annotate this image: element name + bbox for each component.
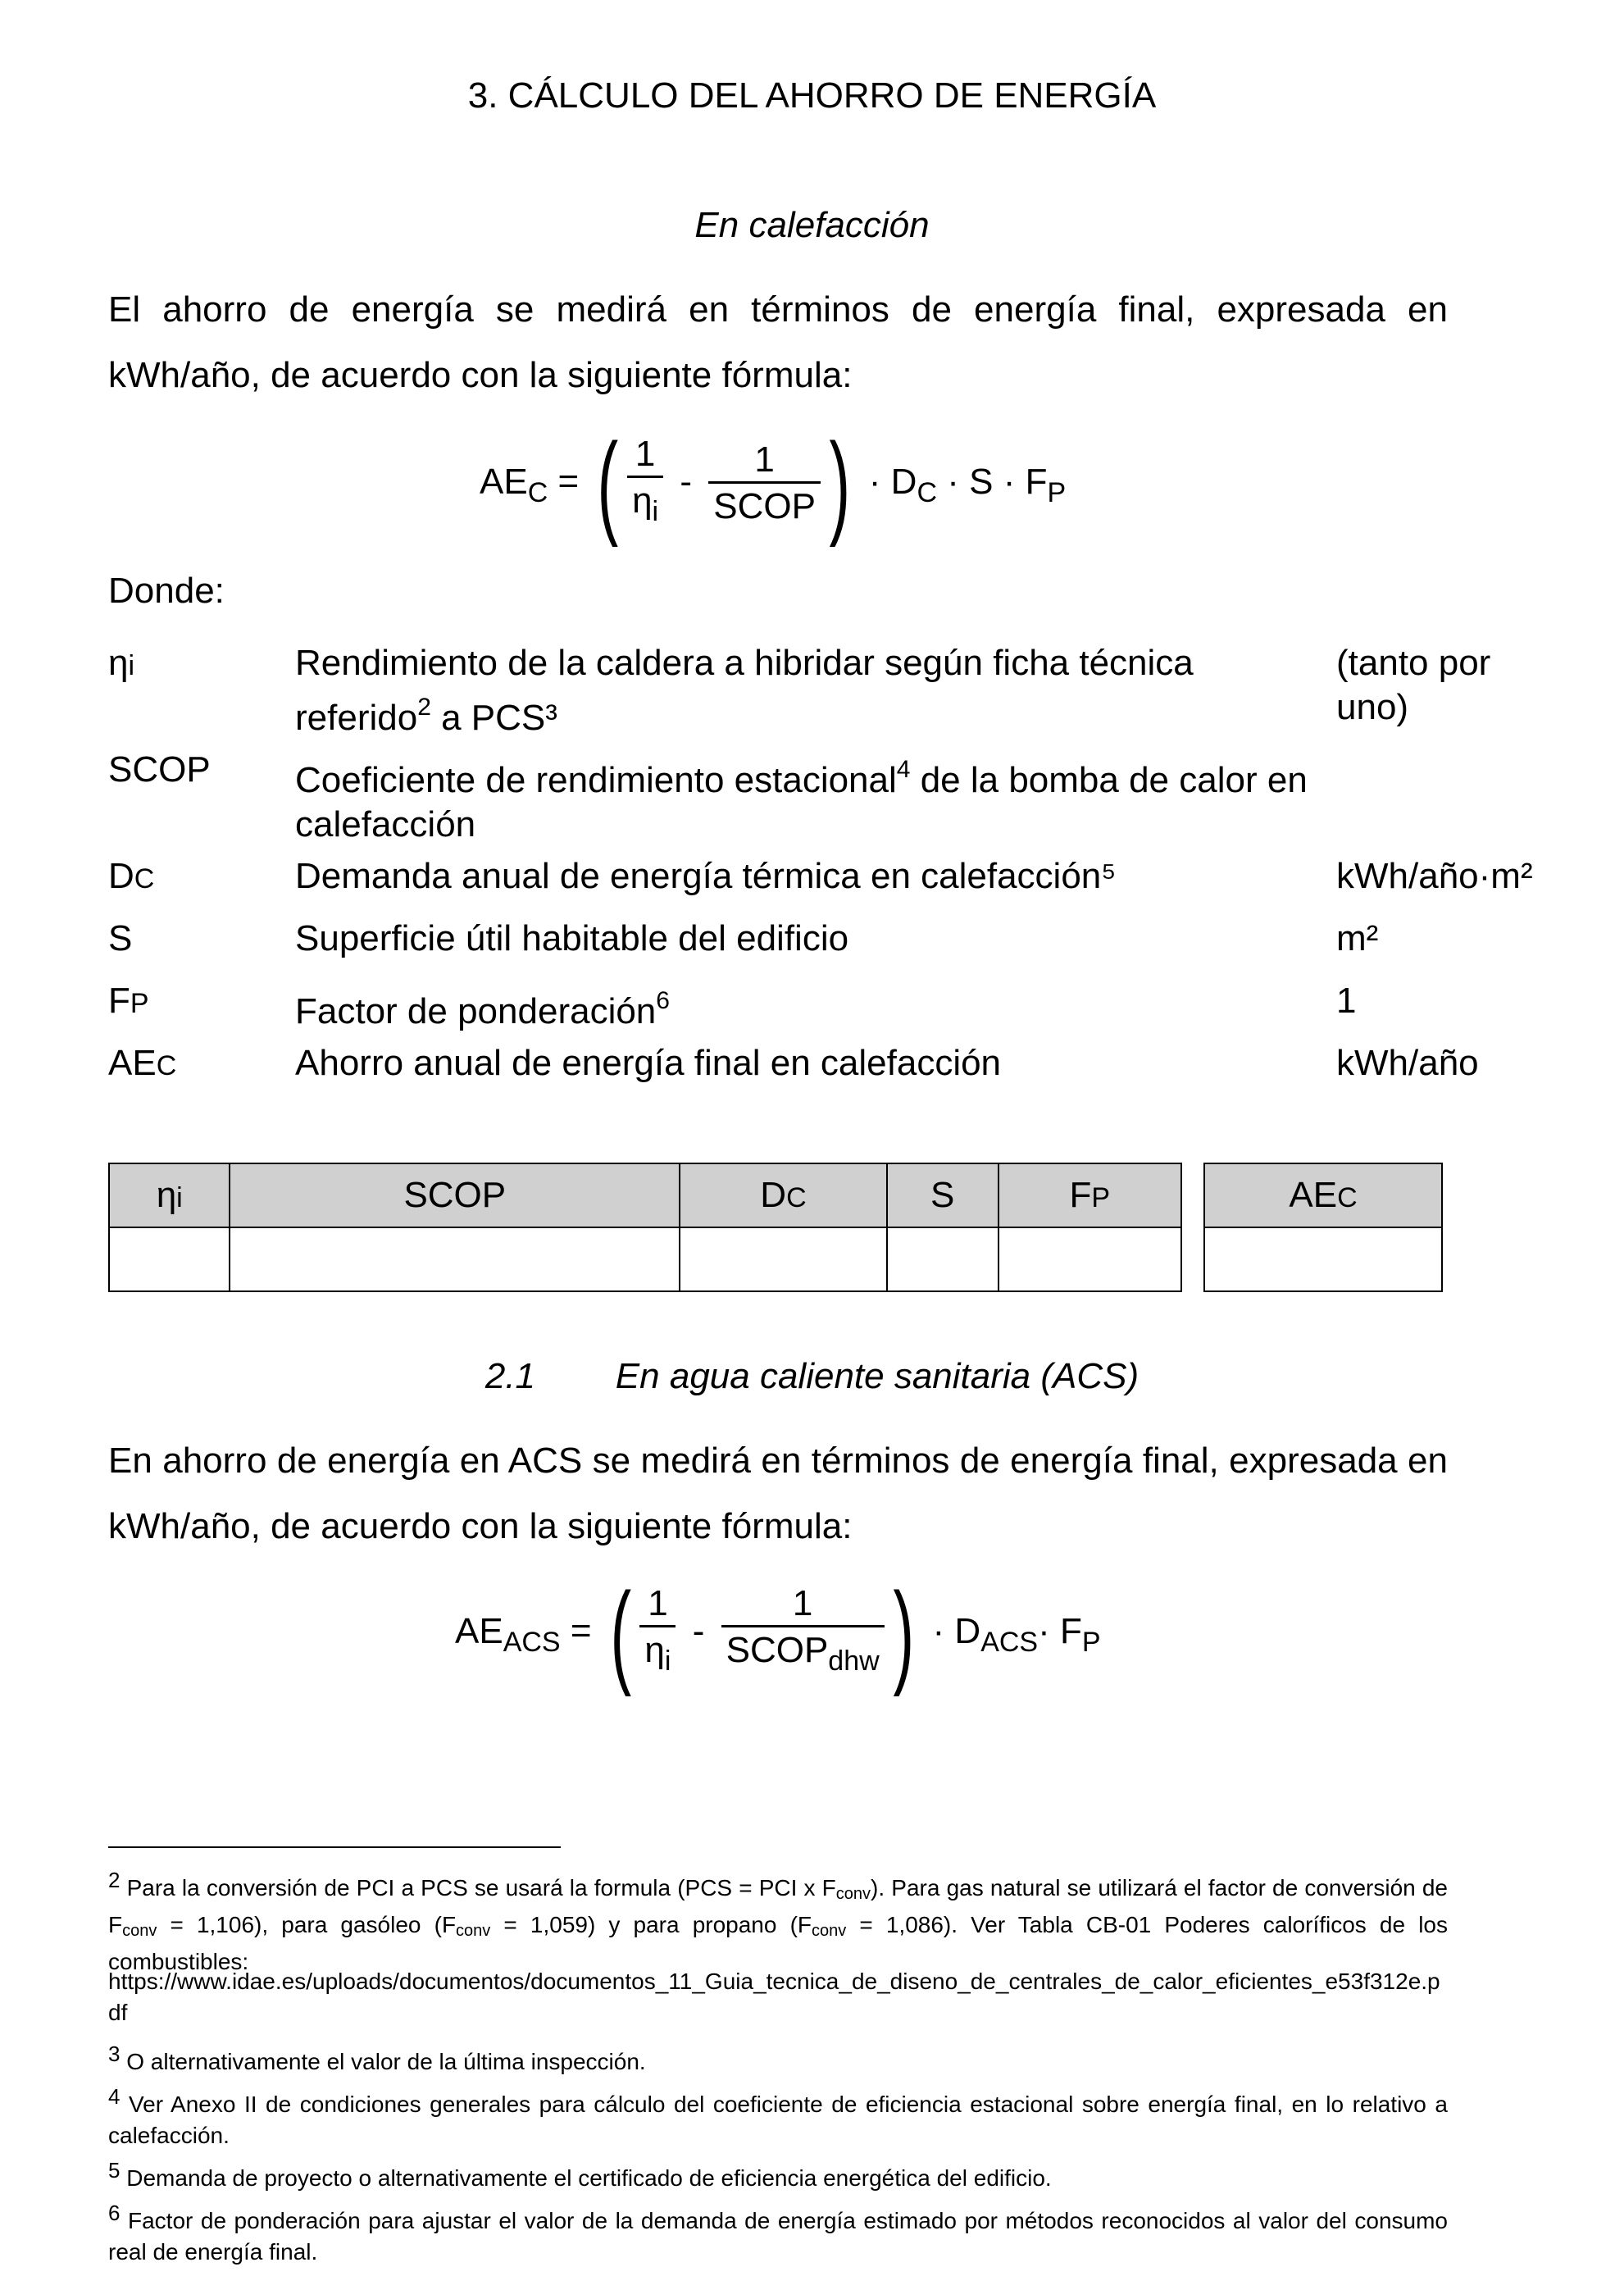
donde-label: Donde: xyxy=(108,571,225,611)
footnote-2: $^2$ Para la conversión de PCI a PCS se usará la formula (PCS = PCI x Fconv). Para gas natural se utilizará el factor de conversión de Fconv = 1,106), para gasóleo (Fconv = 1,059) y para propano (Fconv = 1,086). Ver Tabla CB-01 Poderes caloríficos de los combustibles: xyxy=(108,1868,1449,1974)
formula-rhs: · $D_C \cdot S \cdot F_P$ xyxy=(868,461,1067,508)
table-header-scop: SCOP xyxy=(230,1163,680,1227)
footnote-3: $^3$ O alternativamente el valor de la última inspección. xyxy=(108,2042,646,2074)
equals-sign: = xyxy=(557,461,580,502)
equals-sign: = xyxy=(570,1610,592,1651)
right-paren: ) xyxy=(829,419,851,548)
paragraph-heating: El ahorro de energía se medirá en términos de energía final, expresada en kWh/año, de acuerdo con la siguiente fórmula: xyxy=(108,289,1448,395)
parameters-table xyxy=(108,1163,1182,1292)
fraction-one-over-scop-dhw: $\frac{1}{SCOP_{dhw}}$ xyxy=(721,1582,885,1684)
footnote-5: $^5$ Demanda de proyecto o alternativamente el certificado de eficiencia energética del edificio. xyxy=(108,2158,1052,2191)
table-header-eta: ηi xyxy=(109,1163,230,1227)
formula-heating xyxy=(480,419,1067,548)
table-header-fp: FP xyxy=(999,1163,1181,1227)
table-cell-scop[interactable] xyxy=(230,1227,680,1291)
table-header-aec: AEC xyxy=(1204,1163,1442,1227)
subtitle-heating: En calefacción xyxy=(694,205,930,245)
table-cell-eta[interactable] xyxy=(109,1227,230,1291)
formula-acs xyxy=(455,1568,1101,1697)
paragraph-acs: En ahorro de energía en ACS se medirá en términos de energía final, expresada en kWh/año, de acuerdo con la siguiente fórmula: xyxy=(108,1441,1448,1546)
table-header-dc: DC xyxy=(680,1163,887,1227)
minus-sign: - xyxy=(680,461,692,502)
footnote-4: $^4$ Ver Anexo II de condiciones generales para cálculo del coeficiente de eficiencia estacional sobre energía final, en lo relativo a calefacción. xyxy=(108,2084,1448,2148)
table-cell-dc[interactable] xyxy=(680,1227,887,1291)
section-title: 3. CÁLCULO DEL AHORRO DE ENERGÍA xyxy=(467,75,1157,116)
minus-sign: - xyxy=(692,1610,705,1651)
formula-lhs: $AE_{ACS}$ xyxy=(455,1610,561,1658)
footnote-2-url[interactable]: https://www.idae.es/uploads/documentos/documentos_11_Guia_tecnica_de_diseno_de_centrales_de_calor_eficientes_e53f312e.pdf xyxy=(108,1969,1440,2025)
subtitle-acs: 2.1 En agua caliente sanitaria (ACS) xyxy=(484,1356,1140,1396)
left-paren: ( xyxy=(610,1568,631,1697)
table-cell-s[interactable] xyxy=(887,1227,999,1291)
formula-lhs: $AE_C$ xyxy=(480,461,548,508)
table-cell-fp[interactable] xyxy=(999,1227,1181,1291)
fraction-one-over-eta: $\frac{1}{\eta_i}$ xyxy=(627,433,663,535)
formula-rhs: · $D_{ACS}\cdot F_P$ xyxy=(932,1610,1101,1658)
fraction-one-over-scop: $\frac{1}{\text{SCOP}}$ xyxy=(708,439,821,530)
footnote-separator xyxy=(108,1846,561,1848)
left-paren: ( xyxy=(597,419,619,548)
result-table xyxy=(1203,1163,1443,1292)
right-paren: ) xyxy=(893,1568,914,1697)
fraction-one-over-eta: $\frac{1}{\eta_i}$ xyxy=(639,1582,676,1684)
table-cell-aec[interactable] xyxy=(1204,1227,1442,1291)
table-header-s: S xyxy=(887,1163,999,1227)
footnote-6: $^6$ Factor de ponderación para ajustar el valor de la demanda de energía estimado por métodos reconocidos al valor del consumo real de energía final. xyxy=(108,2201,1448,2265)
